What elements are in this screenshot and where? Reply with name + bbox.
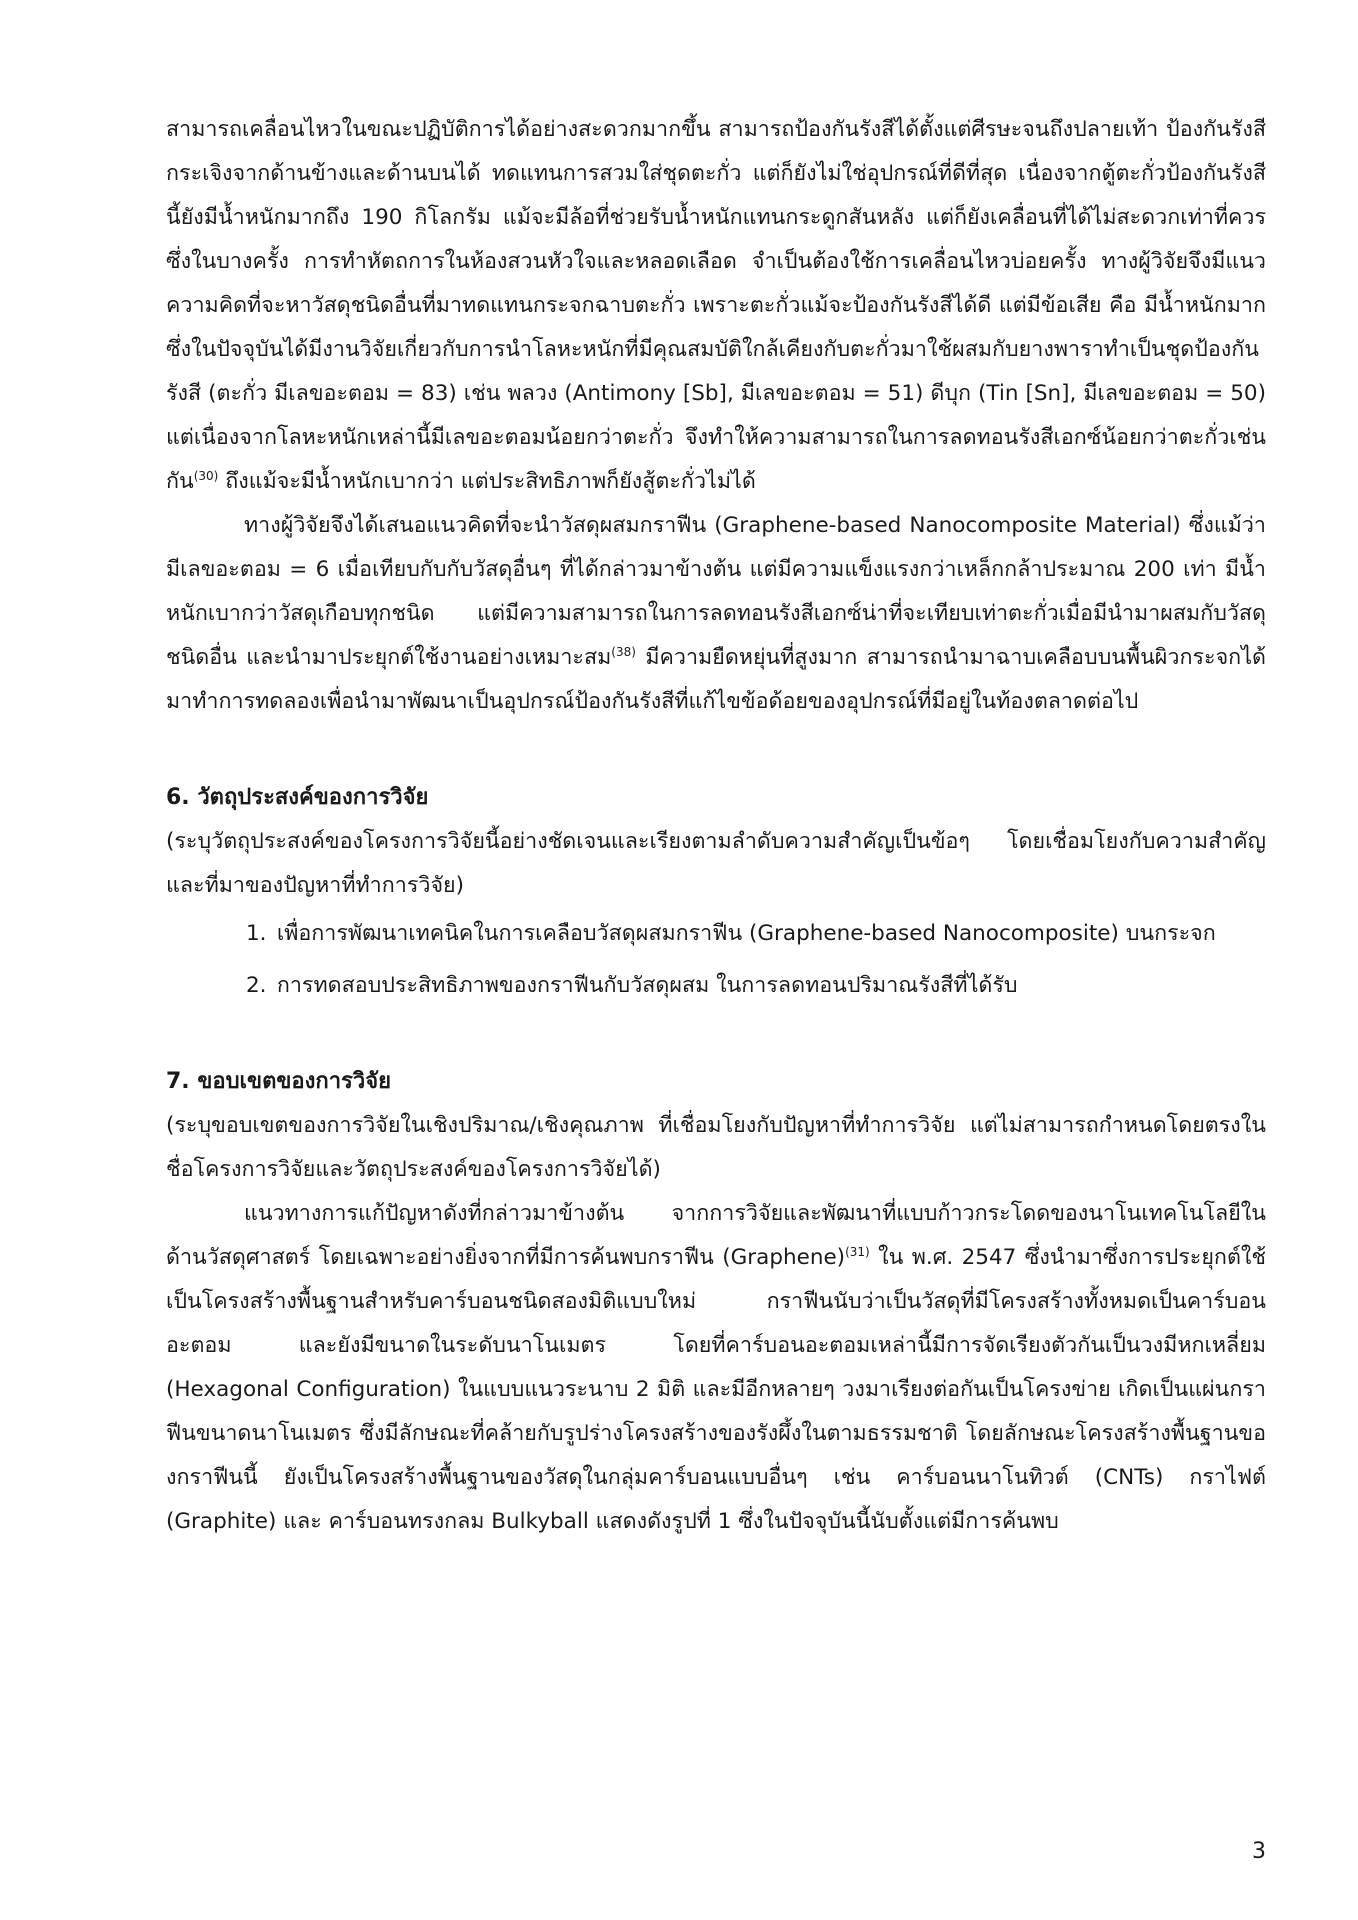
section-7-body-text: แนวทางการแก้ปัญหาดังที่กล่าวมาข้างต้น จากการวิจัยและพัฒนาที่แบบก้าวกระโดดของนาโนเทคโนโลยีในด้านวัสดุศาสตร์ โดยเฉพาะอย่างยิ่งจากที่มีการค้นพบกราฟีน (Graphene) xyxy=(166,1201,1266,1270)
section-7-note: (ระบุขอบเขตของการวิจัยในเชิงปริมาณ/เชิงคุณภาพ ที่เชื่อมโยงกับปัญหาที่ทำการวิจัย แต่ไม่สามารถกำหนดโดยตรงในชื่อโครงการวิจัยและวัตถุประสงค์ของโครงการวิจัยได้) xyxy=(166,1113,1266,1182)
intro-p2-text: ทางผู้วิจัยจึงได้เสนอแนวคิดที่จะนำวัสดุผสมกราฟีน (Graphene-based Nanocomposite Material) ซึ่งแม้ว่ามีเลขอะตอม = 6 เมื่อเทียบกับกับวัสดุอื่นๆ ที่ได้กล่าวมาข้างต้น แต่มีความแข็งแรงกว่าเหล็กกล้าประมาณ 200 เท่า มีน้ำหนักเบากว่าวัสดุเกือบทุกชนิด แต่มีความสามารถในการลดทอนรังสีเอกซ์น่าที่จะเทียบเท่าตะกั่วเมื่อมีนำมาผสมกับวัสดุชนิดอื่น และนำมาประยุกต์ใช้งานอย่างเหมาะสม xyxy=(166,513,1266,670)
list-item xyxy=(166,964,1266,1008)
section-7-body xyxy=(166,1192,1266,1544)
intro-p1-tail: ถึงแม้จะมีน้ำหนักเบากว่า แต่ประสิทธิภาพก็ยังสู้ตะกั่วไม่ได้ xyxy=(218,469,756,494)
intro-paragraph-2 xyxy=(166,504,1266,724)
citation-38: (38) xyxy=(611,644,636,659)
intro-p2-tail: มีความยืดหยุ่นที่สูงมาก สามารถนำมาฉาบเคลือบบนพื้นผิวกระจกได้ มาทำการทดลองเพื่อนำมาพัฒนาเป็นอุปกรณ์ป้องกันรังสีที่แก้ไขข้อด้อยของอุปกรณ์ที่มีอยู่ในท้องตลาดต่อไป xyxy=(166,645,1266,714)
list-item xyxy=(166,912,1266,956)
objectives-list xyxy=(166,912,1266,1008)
page-number: 3 xyxy=(1252,1839,1266,1864)
citation-31: (31) xyxy=(845,1244,870,1259)
list-item-text: การทดสอบประสิทธิภาพของกราฟีนกับวัสดุผสม ในการลดทอนปริมาณรังสีที่ได้รับ xyxy=(276,973,1018,998)
section-6-note: (ระบุวัตถุประสงค์ของโครงการวิจัยนี้อย่างชัดเจนและเรียงตามลำดับความสำคัญเป็นข้อๆ โดยเชื่อมโยงกับความสำคัญและที่มาของปัญหาที่ทำการวิจัย) xyxy=(166,829,1266,898)
section-6-heading: 6. วัตถุประสงค์ของการวิจัย xyxy=(166,785,429,810)
intro-p1-text: สามารถเคลื่อนไหวในขณะปฏิบัติการได้อย่างสะดวกมากขึ้น สามารถป้องกันรังสีได้ตั้งแต่ศีรษะจนถึงปลายเท้า ป้องกันรังสีกระเจิงจากด้านข้างและด้านบนได้ ทดแทนการสวมใส่ชุดตะกั่ว แต่ก็ยังไม่ใช่อุปกรณ์ที่ดีที่สุด เนื่องจากตู้ตะกั่วป้องกันรังสีนี้ยังมีน้ำหนักมากถึง 190 กิโลกรัม แม้จะมีล้อที่ช่วยรับน้ำหนักแทนกระดูกสันหลัง แต่ก็ยังเคลื่อนที่ได้ไม่สะดวกเท่าที่ควร ซึ่งในบางครั้ง การทำหัตถการในห้องสวนหัวใจและหลอดเลือด จำเป็นต้องใช้การเคลื่อนไหวบ่อยครั้ง ทางผู้วิจัยจึงมีแนวความคิดที่จะหาวัสดุชนิดอื่นที่มาทดแทนกระจกฉาบตะกั่ว เพราะตะกั่วแม้จะป้องกันรังสีได้ดี แต่มีข้อเสีย คือ มีน้ำหนักมาก ซึ่งในปัจจุบันได้มีงานวิจัยเกี่ยวกับการนำโลหะหนักที่มีคุณสมบัติใกล้เคียงกับตะกั่วมาใช้ผสมกับยางพาราทำเป็นชุดป้องกันรังสี (ตะกั่ว มีเลขอะตอม = 83) เช่น พลวง (Antimony [Sb], มีเลขอะตอม = 51) ดีบุก (Tin [Sn], มีเลขอะตอม = 50) แต่เนื่องจากโลหะหนักเหล่านี้มีเลขอะตอมน้อยกว่าตะกั่ว จึงทำให้ความสามารถในการลดทอนรังสีเอกซ์น้อยกว่าตะกั่วเช่นกัน xyxy=(166,117,1266,494)
intro-paragraph-1 xyxy=(166,108,1266,504)
section-7-heading: 7. ขอบเขตของการวิจัย xyxy=(166,1069,392,1094)
section-7-body-tail: ใน พ.ศ. 2547 ซึ่งนำมาซึ่งการประยุกต์ใช้เป็นโครงสร้างพื้นฐานสำหรับคาร์บอนชนิดสองมิติแบบใหม่ กราฟีนนับว่าเป็นวัสดุที่มีโครงสร้างทั้งหมดเป็นคาร์บอนอะตอม และยังมีขนาดในระดับนาโนเมตร โดยที่คาร์บอนอะตอมเหล่านี้มีการจัดเรียงตัวกันเป็นวงมีหกเหลี่ยม (Hexagonal Configuration) ในแบบแนวระนาบ 2 มิติ และมีอีกหลายๆ วงมาเรียงต่อกันเป็นโครงข่าย เกิดเป็นแผ่นกราฟีนขนาดนาโนเมตร ซึ่งมีลักษณะที่คล้ายกับรูปร่างโครงสร้างของรังผึ้งในตามธรรมชาติ โดยลักษณะโครงสร้างพื้นฐานของกราฟีนนี้ ยังเป็นโครงสร้างพื้นฐานของวัสดุในกลุ่มคาร์บอนแบบอื่นๆ เช่น คาร์บอนนาโนทิวต์ (CNTs) กราไฟต์ (Graphite) และ คาร์บอนทรงกลม Bulkyball แสดงดังรูปที่ 1 ซึ่งในปัจจุบันนี้นับตั้งแต่มีการค้นพบ xyxy=(166,1245,1267,1534)
list-item-number: 2. xyxy=(246,973,267,998)
document-page xyxy=(166,108,1266,1544)
list-item-text: เพื่อการพัฒนาเทคนิคในการเคลือบวัสดุผสมกราฟีน (Graphene-based Nanocomposite) บนกระจก xyxy=(276,921,1216,946)
list-item-number: 1. xyxy=(246,921,267,946)
citation-30: (30) xyxy=(193,468,219,483)
